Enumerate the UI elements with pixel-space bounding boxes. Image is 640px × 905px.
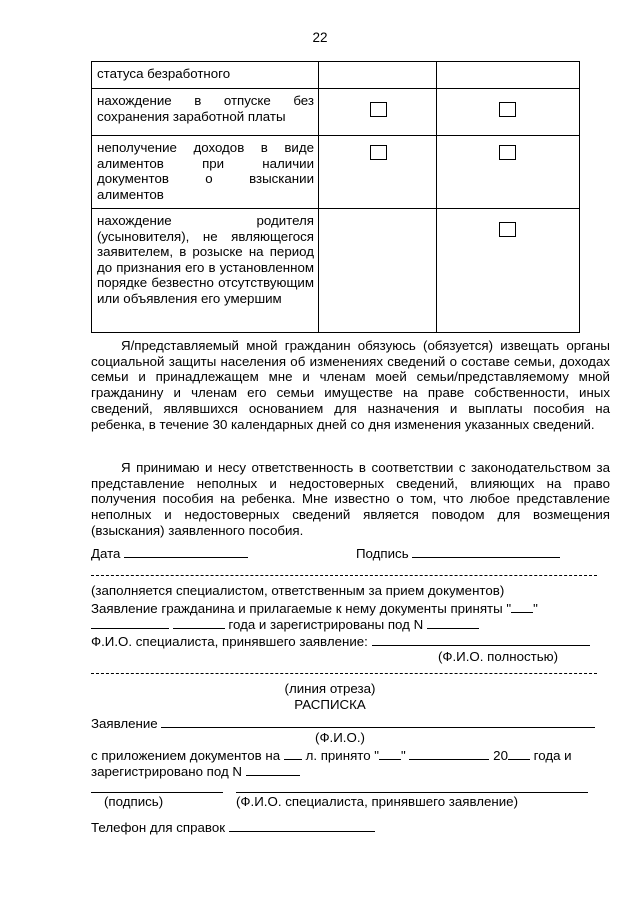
- specialist-note: (заполняется специалистом, ответственным за прием документов): [91, 583, 505, 598]
- accepted-text: Заявление гражданина и прилагаемые к нему документы приняты ": [91, 601, 512, 616]
- accepted-month-field[interactable]: [91, 615, 169, 629]
- specialist-underline[interactable]: [236, 792, 588, 793]
- checkbox[interactable]: [499, 145, 516, 160]
- specialist-caption: (Ф.И.О. специалиста, принявшего заявление): [236, 794, 518, 809]
- date-line: [91, 544, 248, 562]
- receipt-month-field[interactable]: [409, 746, 489, 760]
- receipt-year-field[interactable]: [508, 746, 530, 760]
- accepted-year-field[interactable]: [173, 615, 225, 629]
- receipt-fio-caption: (Ф.И.О.): [315, 730, 365, 745]
- with-docs-text: с приложением документов на: [91, 748, 281, 763]
- table-row: [92, 62, 580, 89]
- year-suffix: года и: [533, 748, 572, 763]
- checkbox[interactable]: [499, 222, 516, 237]
- row-label: неполучение доходов в виде алиментов при наличии документов о взыскании алиментов: [97, 140, 314, 202]
- registered-text: зарегистрировано под N: [91, 764, 243, 779]
- row-label: нахождение в отпуске без сохранения заработной платы: [97, 93, 314, 124]
- row-label: нахождение родителя (усыновителя), не являющегося заявителем, в розыске на период до признания его в установленном порядке безвестно отсутствующим или объявления его умершим: [97, 213, 314, 306]
- phone-line: [91, 818, 375, 836]
- registration-line: [91, 615, 479, 633]
- date-field[interactable]: [124, 544, 248, 558]
- date-label: Дата: [91, 546, 121, 561]
- phone-field[interactable]: [229, 818, 375, 832]
- status-table: [91, 61, 580, 333]
- statement-fio-field[interactable]: [161, 714, 595, 728]
- quote-mark: ": [401, 748, 406, 763]
- registration-number-field[interactable]: [427, 615, 479, 629]
- signature-line: [356, 544, 560, 562]
- fio-full-caption: (Ф.И.О. полностью): [437, 649, 559, 664]
- accepted-day-field[interactable]: [511, 599, 533, 613]
- checkbox[interactable]: [499, 102, 516, 117]
- dashed-divider: [91, 575, 597, 576]
- year-text: года и зарегистрированы под N: [228, 617, 424, 632]
- row-label: статуса безработного: [97, 66, 231, 81]
- receipt-day-field[interactable]: [379, 746, 401, 760]
- table-row: [92, 136, 580, 209]
- statement-label: Заявление: [91, 716, 158, 731]
- specialist-fio-label: Ф.И.О. специалиста, принявшего заявление:: [91, 634, 368, 649]
- cut-dashed-line: [91, 673, 597, 674]
- obligation-paragraph: Я/представляемый мной гражданин обязуюсь (обязуется) извещать органы социальной защиты населения об изменениях сведений о составе семьи, доходах семьи и принадлежащем мне и членам моей семьи/представляемому мной гражданину и членам его семьи имуществе на праве собственности, иных сведений, являвшихся основанием для назначения и выплаты пособия на ребенка, в течение 30 календарных дней со дня изменения указанных сведений.: [91, 338, 610, 432]
- sign-underline[interactable]: [91, 792, 223, 793]
- receipt-registered-line: [91, 762, 300, 780]
- phone-label: Телефон для справок: [91, 820, 226, 835]
- specialist-fio-line: [91, 632, 590, 650]
- specialist-fio-field[interactable]: [372, 632, 590, 646]
- quote-mark: ": [533, 601, 538, 616]
- checkbox[interactable]: [370, 102, 387, 117]
- page-number: 22: [312, 30, 328, 45]
- receipt-title: РАСПИСКА: [294, 697, 366, 712]
- responsibility-paragraph: Я принимаю и несу ответственность в соответствии с законодательством за представление неполных и недостоверных сведений, влияющих на право получения пособия на ребенка. Мне известно о том, что любое представление неполных и недостоверных сведений является поводом для возмещения (взыскания) заявленного пособия.: [91, 460, 610, 538]
- signature-field[interactable]: [412, 544, 560, 558]
- accepted-text: л. принято ": [305, 748, 380, 763]
- signature-label: Подпись: [356, 546, 409, 561]
- pages-count-field[interactable]: [284, 746, 302, 760]
- sign-caption: (подпись): [104, 794, 164, 809]
- year-prefix: 20: [493, 748, 508, 763]
- table-row: [92, 89, 580, 136]
- checkbox[interactable]: [370, 145, 387, 160]
- receipt-number-field[interactable]: [246, 762, 300, 776]
- cut-line-caption: (линия отреза): [284, 681, 376, 696]
- table-row: [92, 209, 580, 333]
